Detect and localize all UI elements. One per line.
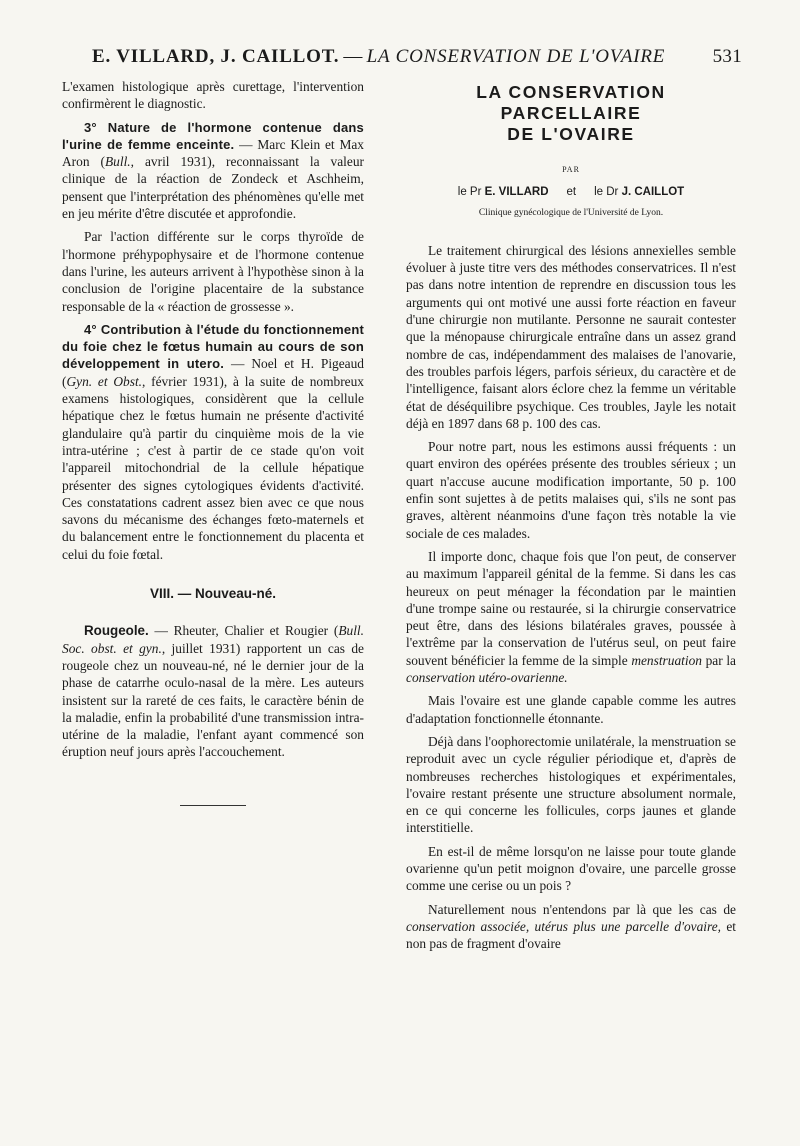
section-3-citation: Bull. xyxy=(104,154,131,170)
section-4-citation: Gyn. et Obst. xyxy=(66,373,143,389)
right-column xyxy=(406,82,736,952)
header-dash: — xyxy=(343,46,363,67)
paragraph-rougeole xyxy=(62,622,364,760)
paragraph-naturally xyxy=(406,901,736,953)
rougeole-text-b: , juillet 1931) rapportent un cas de rougeole chez un nouveau-né, né le dernier jour de la phase de catarrhe oculo-nasal de la mère. Les auteurs insistent sur la rareté de ces faits, le caractère bénin de la maladie, enfin la probabilité d'une transmission intra-utérine de la maladie, l'enfant ayant commencé son éruption neuf jours après l'accouchement. xyxy=(62,640,364,760)
header-authors: E. VILLARD, J. CAILLOT. xyxy=(92,46,340,67)
byline xyxy=(406,184,736,201)
rougeole-citation: Bull. Soc. obst. et gyn. xyxy=(62,623,364,656)
author-conjunction: et xyxy=(566,186,577,199)
associated-conservation-term: conservation associée, utérus plus une parcelle d'ovaire, xyxy=(406,918,721,934)
title-line-2: PARCELLAIRE xyxy=(500,103,642,123)
left-column xyxy=(62,78,364,806)
title-line-3: DE L'OVAIRE xyxy=(507,124,635,144)
page-number: 531 xyxy=(712,46,742,67)
article-title xyxy=(406,82,736,145)
utero-ovarian-term: conservation utéro-ovarienne. xyxy=(406,670,568,686)
paragraph-adaptation: Mais l'ovaire est une glande capable comme les autres d'adaptation fonctionnelle étonnante. xyxy=(406,693,736,726)
paragraph-frequency: Pour notre part, nous les estimons aussi fréquents : un quart environ des opérées présente des troubles sérieux ; un quart n'accuse aucune modification importante, 50 p. 100 enfin sont sujettes à de petits malaises qui, s'ils ne sont pas graves, altèrent néanmoins d'une façon très notable la vie sociale de ces malades. xyxy=(406,439,736,541)
section-4 xyxy=(62,321,364,563)
author-1-prefix: le Pr xyxy=(457,186,485,199)
section-8-heading: VIII. — Nouveau-né. xyxy=(149,586,277,602)
title-line-1: LA CONSERVATION xyxy=(476,82,666,102)
conservation-text-b: par la xyxy=(702,652,736,668)
conservation-text-a: Il importe donc, chaque fois que l'on peut, de conserver au maximum l'appareil génital de la femme. Si dans les cas heureux on peut ménager la fécondation par le maintien d'une trompe saine ou restaurée, si la chirurgie conservatrice peut être, dans des lésions bilatérales graves, poussée à l'extrême par la conservation de l'utérus seul, on peut faire souvent bénéficier la femme de la simple xyxy=(406,548,736,668)
rougeole-text-a: — Rheuter, Chalier et Rougier ( xyxy=(148,623,339,639)
header-journal-title: LA CONSERVATION DE L'OVAIRE xyxy=(366,46,666,67)
paragraph-conservation xyxy=(406,548,736,686)
paragraph-intro: Le traitement chirurgical des lésions annexielles semble évoluer à juste titre vers des méthodes conservatrices. Il n'est pas dans notre intention de reprendre en discussion tous les arguments qui ont motivé une aussi forte réaction en faveur d'une chirurgie non mutilante. Personne ne saurait contester que la ménopause chirurgicale entraîne dans un assez grand nombre de cas, indépendamment des malaises de l'anovarie, des troubles parfois légers, parfois sérieux, du caractère et de l'intelligence, faisant alors éclore chez la femme un véritable état de déséquilibre psychique. Ces troubles, Jayle les notait déjà en 1897 dans 68 p. 100 des cas. xyxy=(406,242,736,431)
section-3 xyxy=(62,119,364,223)
section-divider xyxy=(180,805,246,806)
section-4-text-a: — Noel et H. Pigeaud ( xyxy=(62,356,365,389)
paragraph-thyroid: Par l'action différente sur le corps thyroïde de l'hormone préhypophysaire et de l'hormone contenue dans l'urine, les auteurs arrivent à l'hypothèse sinon à la conclusion de l'origine placentaire de la substance responsable de la « réaction de grossesse ». xyxy=(62,229,364,314)
naturally-text-b: et non pas de fragment d'ovaire xyxy=(406,918,736,952)
paragraph-oophorectomy: Déjà dans l'oophorectomie unilatérale, la menstruation se reproduit avec un cycle régulier périodique et, d'après de nombreuses recherches histologiques et expérimentales, l'ovaire restant présente une structure absolument normale, en ce qui concerne les follicules, corps jaunes et glande interstitielle. xyxy=(406,733,736,836)
paragraph-exam: L'examen histologique après curettage, l'intervention confirmèrent le diagnostic. xyxy=(62,79,364,112)
author-2-prefix: le Dr xyxy=(594,186,622,199)
running-header xyxy=(92,46,742,74)
affiliation: Clinique gynécologique de l'Université de Lyon. xyxy=(478,207,664,218)
section-3-text-a: — Marc Klein et Max Aron ( xyxy=(62,136,364,170)
author-1: E. VILLARD xyxy=(484,186,549,199)
section-3-heading: 3° Nature de l'hormone contenue dans l'urine de femme enceinte. xyxy=(62,119,364,152)
section-4-text-b: , février 1931), à la suite de nombreux examens histologiques, considèrent que la cellule hépatique chez le fœtus humain ne présente d'activité glandulaire qu'à partir du cinquième mois de la vie intra-utérine ; c'est à partir de ce stade qu'on voit l'appareil mitochondrial de la cellule hépatique présenter des signes cytologiques évidents d'activité. Ces constatations cadrent assez bien avec ce que nous savons du mécanisme des échanges fœto-maternels et du balancement entre le fonctionnement du placenta et celui du foie fœtal. xyxy=(62,373,364,562)
menstruation-term: menstruation xyxy=(631,652,702,668)
section-3-text-b: , avril 1931), reconnaissant la valeur clinique de la réaction de Zondeck et Aschheim, pensent que l'interprétation des phénomènes qu'elle met en jeu mérite d'être discutée et approfondie. xyxy=(62,154,365,222)
rougeole-lead: Rougeole. xyxy=(84,623,149,639)
paragraph-question: En est-il de même lorsqu'on ne laisse pour toute glande ovarienne qu'un petit moignon d'ovaire, une parcelle grosse comme une cerise ou un pois ? xyxy=(406,843,736,894)
author-2: J. CAILLOT xyxy=(621,186,685,199)
naturally-text-a: Naturellement nous n'entendons par là que les cas de xyxy=(428,901,736,917)
by-label: PAR xyxy=(562,165,580,174)
section-4-heading: 4° Contribution à l'étude du fonctionnement du foie chez le fœtus humain au cours de son développement in utero. xyxy=(62,321,364,372)
